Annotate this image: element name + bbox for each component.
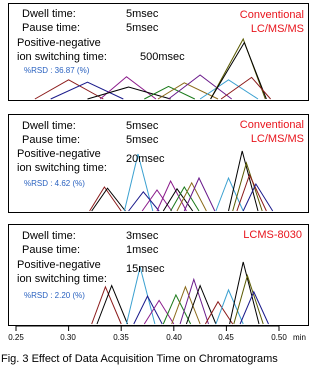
panel-3-tag-1: LCMS-8030 xyxy=(243,229,302,241)
x-tick-label-4: 0.45 xyxy=(218,333,234,342)
panel-1-rsd: %RSD : 36.87 (%) xyxy=(24,66,90,75)
panel-3-switch-label-2: ion switching time: xyxy=(17,273,107,285)
panel-1-switch-label-2: ion switching time: xyxy=(17,51,107,63)
panel-3-switch-value: 15msec xyxy=(126,263,165,275)
x-tick-label-0: 0.25 xyxy=(8,333,24,342)
x-tick-label-5: 0.50 xyxy=(271,333,287,342)
panel-3-switch-label-1: Positive-negative xyxy=(17,259,101,271)
figure-caption: Fig. 3 Effect of Data Acquisition Time on Chromatograms xyxy=(1,353,278,365)
panel-2-tag-1: Conventional xyxy=(239,119,304,131)
panel-3-dwell-label: Dwell time: xyxy=(22,230,76,242)
panel-2 xyxy=(9,115,309,213)
panel-2-pause-label: Pause time: xyxy=(22,134,81,146)
panel-3-pause-value: 1msec xyxy=(126,244,159,256)
x-axis-unit: min xyxy=(293,333,306,342)
panel-3-rsd: %RSD : 2.20 (%) xyxy=(24,291,85,300)
panel-1 xyxy=(9,4,309,101)
panel-2-switch-label-1: Positive-negative xyxy=(17,148,101,160)
panel-2-rsd: %RSD : 4.62 (%) xyxy=(24,179,85,188)
panel-1-switch-label-1: Positive-negative xyxy=(17,37,101,49)
panel-1-pause-label: Pause time: xyxy=(22,22,81,34)
panel-2-switch-label-2: ion switching time: xyxy=(17,162,107,174)
x-tick-label-2: 0.35 xyxy=(113,333,129,342)
panel-1-tag-1: Conventional xyxy=(239,9,304,21)
panel-2-dwell-label: Dwell time: xyxy=(22,120,76,132)
x-tick-label-3: 0.40 xyxy=(166,333,182,342)
panel-1-dwell-label: Dwell time: xyxy=(22,8,76,20)
panel-1-pause-value: 5msec xyxy=(126,22,159,34)
x-axis xyxy=(8,326,306,342)
panel-2-switch-value: 20msec xyxy=(126,153,165,165)
panel-2-pause-value: 5msec xyxy=(126,134,159,146)
panel-1-tag-2: LC/MS/MS xyxy=(250,23,304,35)
panel-3 xyxy=(9,225,309,326)
panel-1-switch-value: 500msec xyxy=(140,51,185,63)
panel-3-dwell-value: 3msec xyxy=(126,230,159,242)
panel-2-dwell-value: 5msec xyxy=(126,120,159,132)
x-tick-label-1: 0.30 xyxy=(60,333,76,342)
panel-1-dwell-value: 5msec xyxy=(126,8,159,20)
panel-2-tag-2: LC/MS/MS xyxy=(250,133,304,145)
x-tick-marks xyxy=(16,326,279,331)
panel-3-pause-label: Pause time: xyxy=(22,244,81,256)
